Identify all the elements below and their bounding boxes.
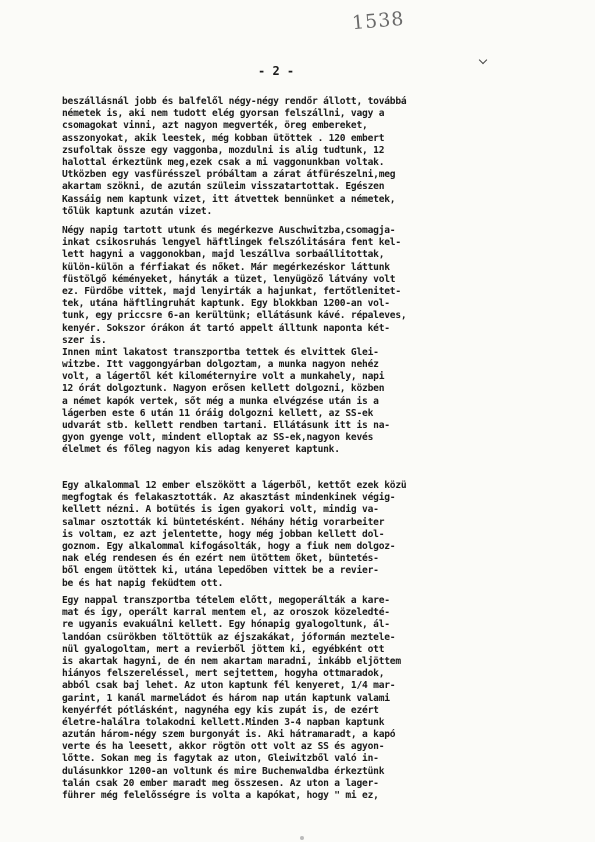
- text-line: megfogtak és felakasztották. Az akasztást mindenkinek végig-: [62, 492, 396, 504]
- text-line: halottal érkeztünk meg,ezek csak a mi vaggonunkban voltak.: [62, 156, 385, 168]
- text-line: Egy alkalommal 12 ember elszökött a lágerből, kettőt ezek közü: [62, 480, 407, 491]
- text-line: ez. Fürdőbe vittek, majd lenyirták a hajunkat, fertőtlenitet-: [62, 285, 401, 297]
- text-line: is voltam, ez azt jelentette, hogy még jobban kellett dol-: [62, 528, 385, 540]
- text-line: hiányos felszereléssel, mert sejtettem, hogyha ottmaradok,: [62, 668, 385, 680]
- text-line: udvarát stb. kellett rendben tartani. Ellátásunk itt is na-: [62, 420, 390, 431]
- text-line: lőtte. Sokan meg is fagytak az uton, Gleiwitzből való in-: [62, 753, 379, 765]
- text-line: witzbe. Itt vaggongyárban dolgoztam, a munka nagyon nehéz: [62, 359, 379, 371]
- text-line: talán csak 20 ember maradt meg összesen. Az uton a lager-: [62, 777, 379, 789]
- text-line: németek is, aki nem tudott elég gyorsan felszállni, vagy a: [62, 108, 385, 120]
- text-line: goznom. Egy alkalommal kifogásolták, hogy a fiuk nem dolgoz-: [62, 540, 396, 552]
- text-line: füstölgő kéményeket, hányták a tüzet, lenyügöző látvány volt: [62, 273, 396, 285]
- archive-number: 1538: [351, 7, 406, 35]
- text-line: kellett nézni. A botütés is igen gyakori volt, mindig va-: [62, 504, 379, 516]
- text-line: beszállásnál jobb és balfelől négy-négy rendőr állott, továbbá: [62, 96, 407, 107]
- text-line: lett hagyni a vaggonokban, majd leszállva sorbaállitottak,: [62, 249, 385, 261]
- text-line: külön-külön a férfiakat és nőket. Már megérkezéskor láttunk: [62, 261, 390, 273]
- text-line: abból csak baj lehet. Az uton kaptunk fél kenyeret, 1/4 mar-: [62, 680, 396, 692]
- text-line: führer még felelősségre is volta a kapókat, hogy " mi ez,: [62, 790, 379, 801]
- text-line: tunk, egy priccsre 6-an kerültünk; ellátásunk kávé. répaleves,: [62, 310, 407, 322]
- text-line: kenyérfét pótlásként, nagynéha egy kis zupát is, de ezért: [62, 704, 379, 716]
- text-line: akartam szökni, de azután szüleim visszatartottak. Egészen: [62, 181, 385, 193]
- text-line: Utközben egy vasfürésszel próbáltam a zárat átfürészelni,meg: [62, 169, 396, 181]
- text-line: inkat csikosruhás lengyel häftlingek felszólitására fent kel-: [62, 237, 401, 249]
- text-line: Egy nappal transzportba tételem előtt, megoperálták a kare-: [62, 595, 390, 606]
- text-line: csomagokat vinni, azt nagyon megverték, öreg embereket,: [62, 120, 368, 132]
- text-line: 12 órát dolgoztunk. Nagyon erősen kellett dolgozni, közben: [62, 383, 385, 395]
- text-line: tek, utána häftlingruhát kaptunk. Egy blokkban 1200-an vol-: [62, 298, 390, 310]
- text-line: szer is.: [62, 334, 107, 346]
- text-line: asszonyokat, akik leestek, még kobban ütöttek . 120 embert: [62, 132, 385, 144]
- text-line: lágerben este 6 után 11 óráig dolgozni kellett, az SS-ek: [62, 407, 374, 419]
- text-line: verte és ha leesett, akkor rögtön ott volt az SS és agyon-: [62, 741, 385, 753]
- text-line: tőlük kaptunk azután vizet.: [62, 205, 213, 217]
- corner-check-mark: [479, 56, 487, 64]
- text-line: mat és igy, operált karral mentem el, az oroszok közeledté-: [62, 607, 390, 619]
- text-line: be és hat napig feküdtem ott.: [62, 577, 224, 589]
- text-line: nak elég rendesen és én ezért nem ütöttem őket, büntetés-: [62, 553, 379, 565]
- paragraph-3: [62, 480, 582, 590]
- text-line: kenyér. Sokszor órákon át tartó appelt álltunk naponta két-: [62, 322, 390, 334]
- page-number: - 2 -: [258, 64, 295, 78]
- text-line: volt, a lágertől két kilométernyire volt a munkahely, napi: [62, 371, 385, 383]
- text-line: ből engem ütöttek ki, utána lepedőben vittek be a revier-: [62, 565, 379, 577]
- text-line: landóan csürökben töltöttük az éjszakákat, jóformán meztele-: [62, 631, 396, 643]
- text-line: gyon gyenge volt, mindent elloptak az SS-ek,nagyon kevés: [62, 432, 374, 444]
- paragraph-1: [62, 96, 582, 218]
- paragraph-4: [62, 595, 582, 802]
- paragraph-2: [62, 225, 582, 457]
- text-line: is akartak hagyni, de én nem akartam maradni, inkább eljöttem: [62, 655, 401, 667]
- text-line: dulásunkkor 1200-an voltunk és mire Buchenwaldba érkeztünk: [62, 765, 385, 777]
- text-line: salmar osztották ki büntetésként. Néhány hétig vorarbeiter: [62, 516, 385, 528]
- text-line: nül gyalogoltam, mert a revierből jöttem ki, egyébként ott: [62, 643, 385, 655]
- text-line: Innen mint lakatost transzportba tettek és elvittek Glei-: [62, 346, 379, 358]
- text-line: zsufoltak össze egy vaggonba, mozdulni is alig tudtunk, 12: [62, 144, 385, 156]
- text-line: a német kapók vertek, sőt még a munka elvégzése után is a: [62, 395, 379, 407]
- text-line: Kassáig nem kaptunk vizet, itt átvettek bennünket a németek,: [62, 193, 396, 205]
- text-line: re ugyanis evakuálni kellett. Egy hónapig gyalogoltunk, ál-: [62, 619, 390, 631]
- text-line: Négy napig tartott utunk és megérkezve Auschwitzba,csomagja-: [62, 225, 396, 236]
- text-line: életre-halálra tolakodni kellett.Minden 3-4 napban kaptunk: [62, 716, 385, 728]
- text-line: azután három-négy szem burgonyát is. Aki hátramaradt, a kapó: [62, 729, 396, 741]
- text-line: garint, 1 kanál marmeládot és három nap után kaptunk valami: [62, 692, 390, 704]
- text-line: élelmet és főleg nagyon kis adag kenyeret kaptunk.: [62, 444, 340, 456]
- paper-speck: [300, 836, 304, 840]
